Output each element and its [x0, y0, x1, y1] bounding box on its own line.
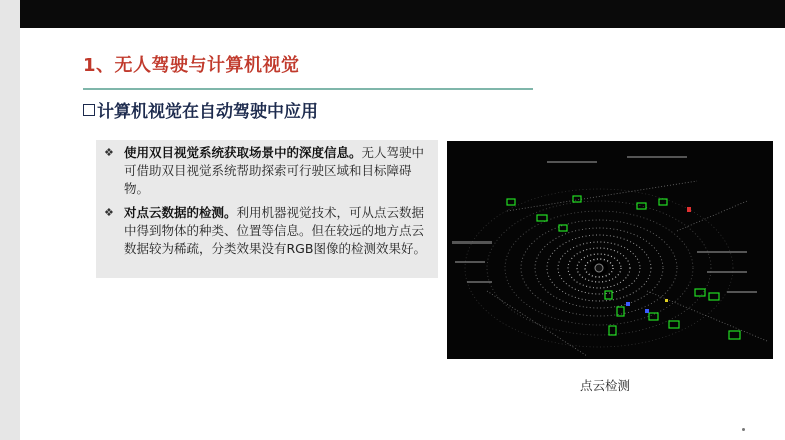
point-cloud-image: [447, 141, 773, 359]
subtitle-text: 计算机视觉在自动驾驶中应用: [97, 102, 318, 122]
top-black-bar: [20, 0, 785, 28]
bullet-bold-text: 对点云数据的检测。: [124, 205, 237, 220]
page-dot: [742, 428, 745, 431]
diamond-bullet-icon: ❖: [104, 146, 114, 159]
bullet-item: [104, 204, 430, 258]
bullet-item: [104, 144, 430, 198]
slide-title: 1、无人驾驶与计算机视觉: [83, 55, 300, 76]
title-divider: [83, 88, 533, 90]
checkbox-icon: [83, 104, 95, 116]
slide-subtitle: [83, 97, 318, 122]
slide: [20, 28, 785, 440]
bullet-text: 利用机器视觉技术，可从点云数据中得到物体的种类、位置等信息。但在较远的地方点云数据较为稀疏，分类效果没有RGB图像的检测效果好。: [124, 205, 426, 256]
diamond-bullet-icon: ❖: [104, 206, 114, 219]
bullet-bold-text: 使用双目视觉系统获取场景中的深度信息。: [124, 145, 362, 160]
bullet-text: 无人驾驶中可借助双目视觉系统帮助探索可行驶区域和目标障碍物。: [124, 145, 425, 196]
point-cloud-graphic: [447, 141, 773, 359]
bullet-panel: [96, 140, 438, 278]
left-margin-strip: [0, 0, 20, 440]
image-caption: 点云检测: [580, 378, 631, 393]
